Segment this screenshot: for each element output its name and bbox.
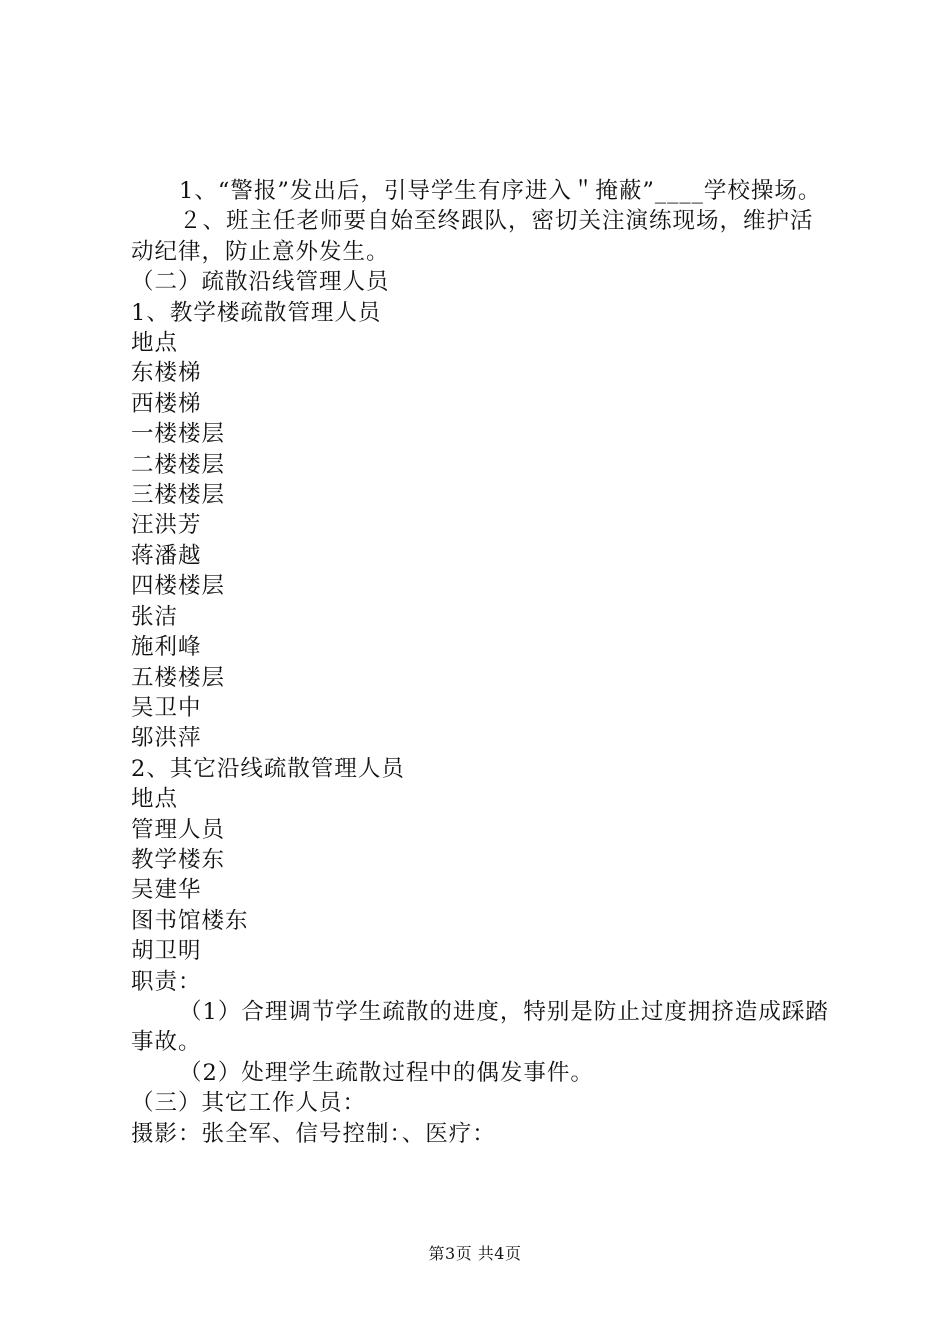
list-item: 管理人员: [131, 816, 226, 843]
list-item: 汪洪芳: [131, 512, 202, 539]
list-item: 地点: [131, 330, 179, 357]
list-item: 东楼梯: [131, 360, 202, 387]
list-item: 图书馆楼东: [131, 907, 249, 934]
list-item: 蒋潘越: [131, 542, 202, 569]
list-item: 张洁: [131, 603, 179, 630]
list-item: 四楼楼层: [131, 573, 226, 600]
list-item: 三楼楼层: [131, 482, 226, 509]
document-body: [131, 176, 831, 1149]
list-item: 吴建华: [131, 877, 202, 904]
list-item: 胡卫明: [131, 938, 202, 965]
paragraph-class-teacher: ２、班主任老师要自始至终跟队，密切关注演练现场，维护活动纪律，防止意外发生。: [131, 208, 814, 265]
list-item: 一楼楼层: [131, 421, 226, 448]
section-heading-other-staff: （三）其它工作人员：: [131, 1090, 367, 1117]
list-item: 职责：: [131, 968, 202, 995]
duty-item-1: （1）合理调节学生疏散的进度，特别是防止过度拥挤造成踩踏事故。: [131, 998, 829, 1056]
list-item: 1、教学楼疏散管理人员: [131, 299, 382, 326]
list-item: 2、其它沿线疏散管理人员: [131, 755, 405, 782]
list-item: 二楼楼层: [131, 451, 226, 478]
page-number-footer: 第3页 共4页: [428, 1244, 522, 1263]
evacuation-staff-list: [131, 298, 831, 997]
list-item: 西楼梯: [131, 390, 202, 417]
list-item: 吴卫中: [131, 694, 202, 721]
list-item: 五楼楼层: [131, 664, 226, 691]
duty-item-2: （2）处理学生疏散过程中的偶发事件。: [179, 1059, 594, 1086]
paragraph-alarm: 1、“警报”发出后，引导学生有序进入＂掩蔽”____学校操场。: [179, 178, 822, 204]
section-heading-evacuation-staff: （二）疏散沿线管理人员: [131, 269, 390, 296]
list-item: 施利峰: [131, 634, 202, 661]
list-item: 教学楼东: [131, 846, 226, 873]
list-item: 邬洪萍: [131, 725, 202, 752]
list-item: 地点: [131, 786, 179, 813]
other-staff-line: 摄影：张全军、信号控制：、医疗：: [131, 1120, 496, 1147]
